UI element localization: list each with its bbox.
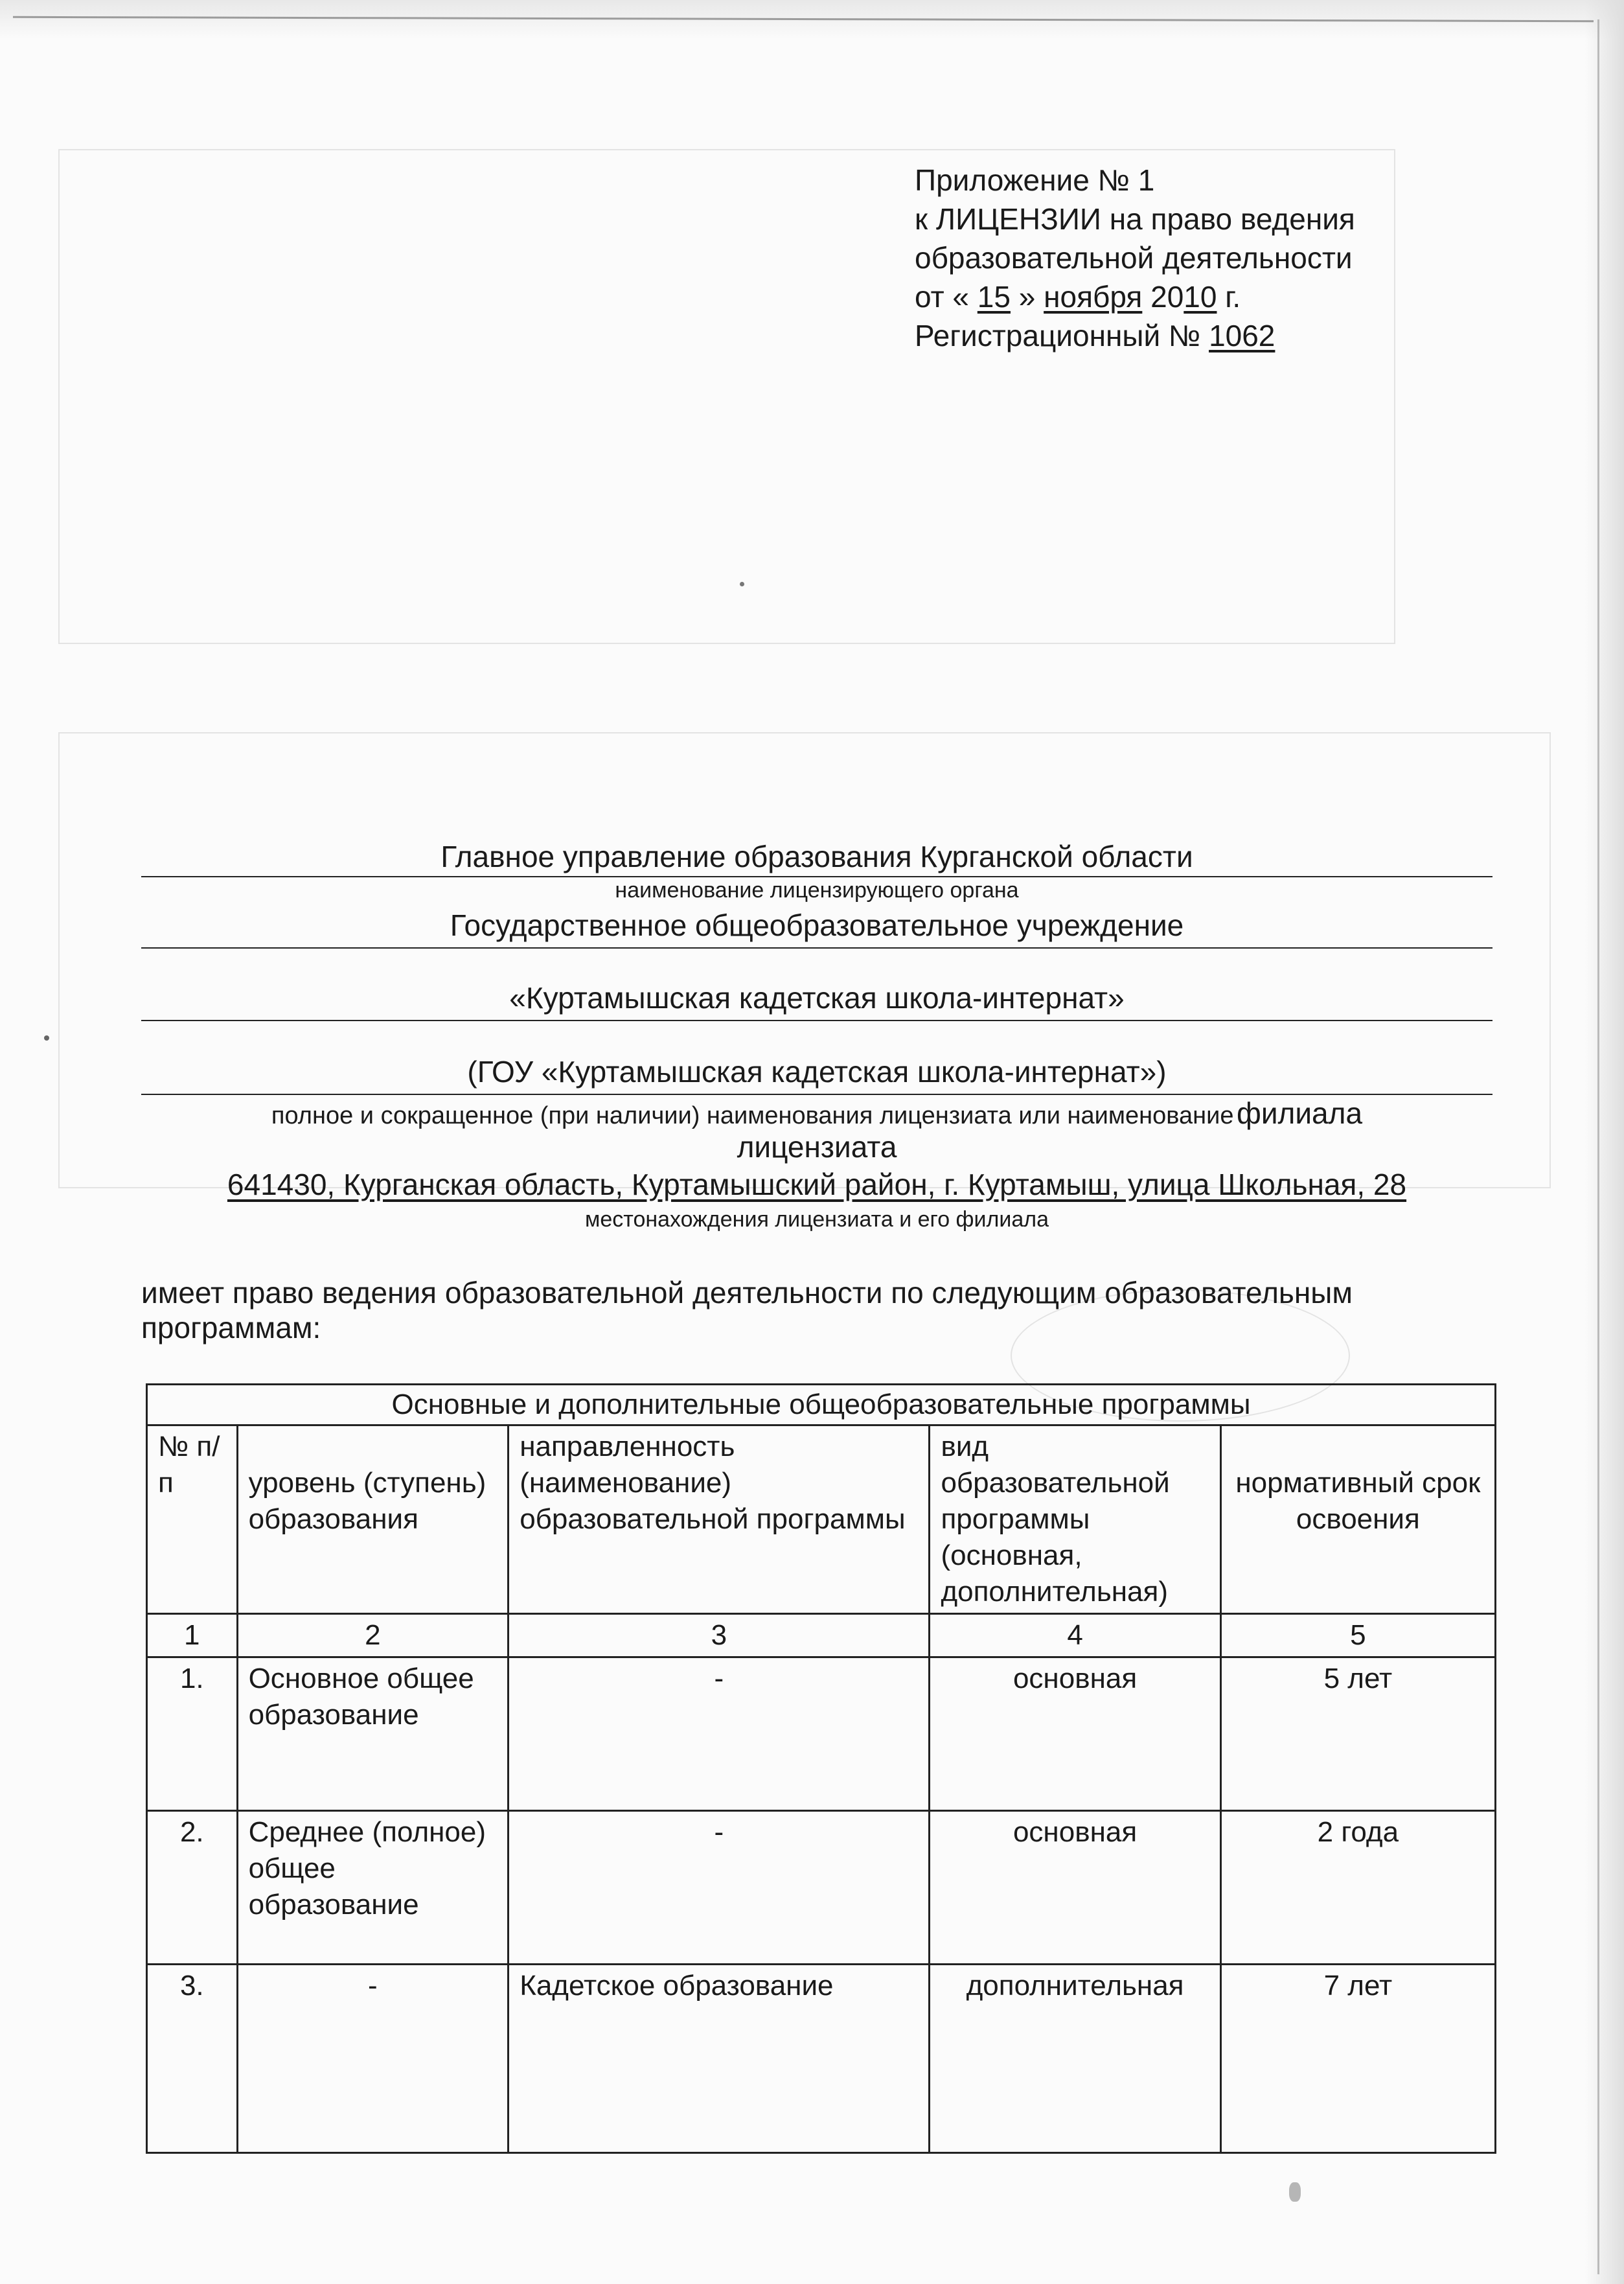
column-number: 1: [147, 1614, 238, 1657]
row-term: 5 лет: [1220, 1657, 1495, 1811]
scan-shadow-right: [1585, 0, 1624, 2284]
scan-speck: [1289, 2182, 1301, 2202]
row-direction: Кадетское образование: [509, 1965, 930, 2153]
header-kind: вид образовательной программы (основная, дополнительная): [930, 1425, 1220, 1614]
date-month: ноября: [1044, 280, 1143, 314]
row-number: 2.: [147, 1811, 238, 1965]
row-number: 1.: [147, 1657, 238, 1811]
licensee-line-3: (ГОУ «Куртамышская кадетская школа-интернат»): [467, 1055, 1167, 1089]
table-title: Основные и дополнительные общеобразовательные программы: [147, 1385, 1496, 1425]
appendix-license-ref: к ЛИЦЕНЗИИ на право ведения: [915, 202, 1355, 236]
licensee-line-2: «Куртамышская кадетская школа-интернат»: [509, 981, 1125, 1015]
appendix-number: Приложение № 1: [915, 163, 1155, 197]
table-row: [147, 1965, 1496, 2153]
header-term: нормативный срок освоения: [1220, 1425, 1495, 1614]
column-number: 3: [509, 1614, 930, 1657]
date-year: 2010: [1150, 280, 1217, 314]
header-level: уровень (ступень) образования: [237, 1425, 509, 1614]
row-level: -: [237, 1965, 509, 2153]
row-level: Среднее (полное) общее образование: [237, 1811, 509, 1965]
row-number: 3.: [147, 1965, 238, 2153]
row-level: Основное общее образование: [237, 1657, 509, 1811]
column-number: 5: [1220, 1614, 1495, 1657]
table-header-row: [147, 1425, 1496, 1614]
row-term: 2 года: [1220, 1811, 1495, 1965]
licensee-caption: полное и сокращенное (при наличии) наименования лицензиата или наименование филиала: [271, 1096, 1363, 1130]
licensee-underline-1: [141, 947, 1492, 949]
row-direction: -: [509, 1657, 930, 1811]
scan-speck: [44, 1035, 49, 1041]
row-kind: дополнительная: [930, 1965, 1220, 2153]
table-number-row: [147, 1614, 1496, 1657]
appendix-header: [915, 161, 1498, 355]
registration-value: 1062: [1209, 319, 1275, 352]
licensee-line-1: Государственное общеобразовательное учреждение: [450, 908, 1184, 942]
program-intro: имеет право ведения образовательной деятельности по следующим образовательным программам:: [141, 1276, 1353, 1344]
header-direction: направленность (наименование) образовательной программы: [509, 1425, 930, 1614]
address-caption: местонахождения лицензиата и его филиала: [584, 1207, 1049, 1232]
registration-number: Регистрационный № 1062: [915, 319, 1275, 352]
authority-name: Главное управление образования Курганской области: [440, 840, 1193, 873]
table-title-row: [147, 1385, 1496, 1425]
appendix-date: от « 15 » ноября 2010 г.: [915, 280, 1241, 314]
appendix-activity: образовательной деятельности: [915, 241, 1353, 275]
scan-edge-right: [1597, 19, 1599, 2274]
table-row: [147, 1657, 1496, 1811]
authority-caption: наименование лицензирующего органа: [615, 878, 1019, 903]
licensee-caption-end: лицензиата: [737, 1130, 897, 1164]
scan-speck: [740, 582, 744, 586]
header-number: № п/п: [147, 1425, 238, 1614]
licensee-address: 641430, Курганская область, Куртамышский район, г. Куртамыш, улица Школьная, 28: [227, 1168, 1407, 1201]
row-kind: основная: [930, 1811, 1220, 1965]
programs-table: [146, 1383, 1496, 2154]
row-term: 7 лет: [1220, 1965, 1495, 2153]
row-kind: основная: [930, 1657, 1220, 1811]
row-direction: -: [509, 1811, 930, 1965]
table-row: [147, 1811, 1496, 1965]
column-number: 4: [930, 1614, 1220, 1657]
licensee-underline-2: [141, 1020, 1492, 1021]
column-number: 2: [237, 1614, 509, 1657]
date-day: 15: [977, 280, 1011, 314]
